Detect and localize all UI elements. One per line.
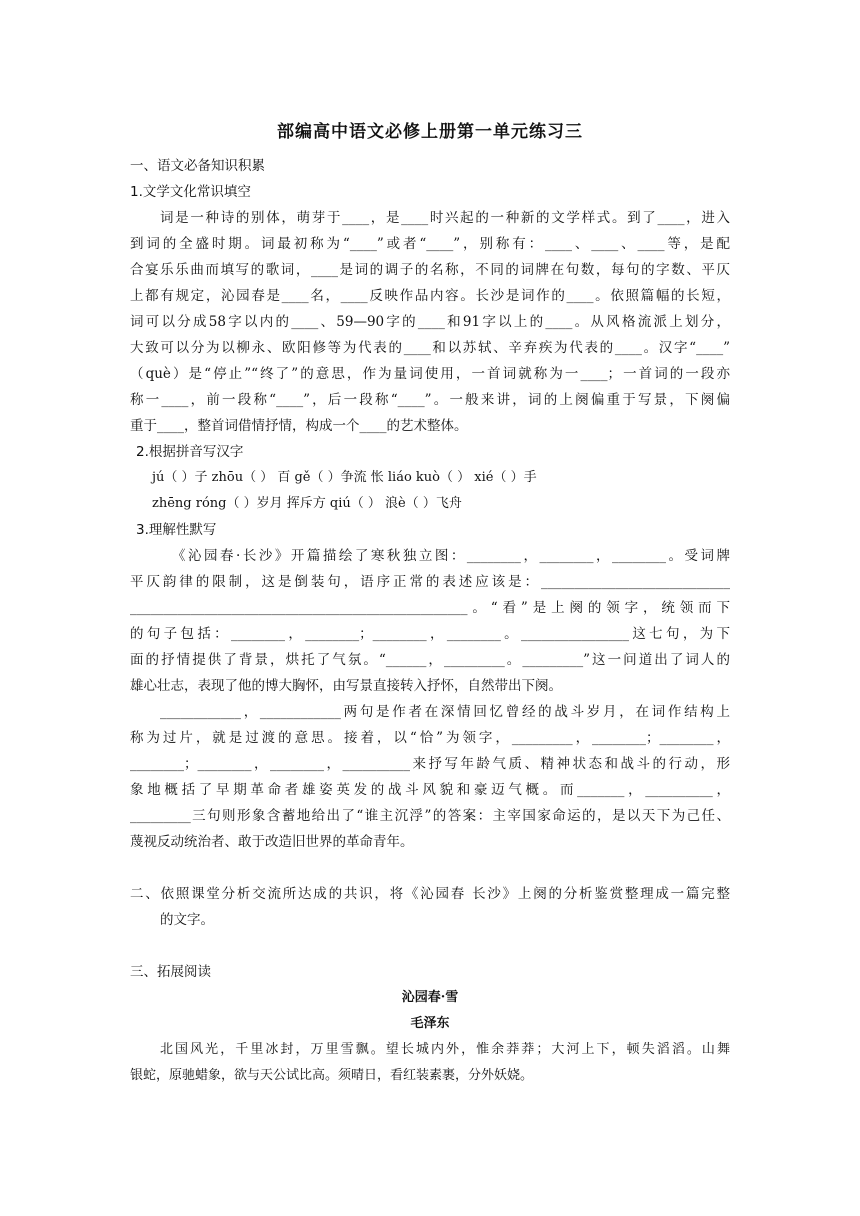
section3-heading: 三、拓展阅读 [130,964,211,980]
q3-line: _________三句则形象含蓄地给出了“谁主沉浮”的答案：主宰国家命运的，是以天下为己任、 [130,808,730,824]
q1-heading: 1.文学文化常识填空 [130,184,251,200]
q1-line: 上都有规定，沁园春是____名，____反映作品内容。长沙是词作的____。依照篇幅的长短， [130,288,730,304]
q3-line: 的句子包括：________，________；________，________。________________这七句，为下 [130,626,730,642]
section2-heading-cont: 的文字。 [160,912,214,928]
q3-line: 《沁园春·长沙》开篇描绘了寒秋独立图：________，________，________。受词牌 [172,548,730,564]
q3-line: 面的抒情提供了背景，烘托了气氛。“______，_________。_________”这一问道出了词人的 [130,652,730,668]
q1-line: 称一____，前一段称“____”，后一段称“____”。一般来讲，词的上阕偏重于写景，下阕偏 [130,392,730,408]
q1-line: 到词的全盛时期。词最初称为“____”或者“____”，别称有：____、____、____等，是配 [130,236,730,252]
poem-author: 毛泽东 [410,1016,450,1031]
q3-line: 平仄韵律的限制，这是倒装句，语序正常的表述应该是：____________________________ [130,574,730,590]
q1-line: 重于____，整首词借情抒情，构成一个____的艺术整体。 [130,418,468,434]
q3-line: __________________________________________________。“看”是上阕的领字，统领而下 [130,600,730,616]
q3-line: 象地概括了早期革命者雄姿英发的战斗风貌和豪迈气概。而_______，__________， [130,782,730,798]
q2-heading: 2.根据拼音写汉字 [136,444,244,460]
q3-line: 称为过片，就是过渡的意思。接着，以“恰”为领字，_________，________；________， [130,730,730,746]
q2-pinyin-row: zhēng róng（ ）岁月 挥斥方 qiú（ ） 浪è（ ）飞舟 [152,496,462,511]
section1-heading: 一、语文必备知识积累 [130,158,265,174]
poem-line: 银蛇，原驰蜡象，欲与天公试比高。须晴日，看红装素裹，分外妖娆。 [130,1068,534,1083]
q3-line: ________；________，________，__________来抒写年龄气质、精神状态和战斗的行动，形 [130,756,730,772]
q3-heading: 3.理解性默写 [136,522,217,538]
poem-line: 北国风光，千里冰封，万里雪飘。望长城内外，惟余莽莽；大河上下，顿失滔滔。山舞 [160,1042,730,1057]
q3-line: ____________，____________两句是作者在深情回忆曾经的战斗岁月，在词作结构上 [160,704,730,720]
poem-title: 沁园春·雪 [401,990,459,1005]
q3-line: 雄心壮志，表现了他的博大胸怀，由写景直接转入抒怀，自然带出下阕。 [130,678,562,694]
q1-line: 词可以分成58字以内的____、59—90字的____和91字以上的____。从风格流派上划分， [130,314,730,330]
q3-line: 蔑视反动统治者、敢于改造旧世界的革命青年。 [130,834,414,850]
q1-line: 合宴乐乐曲而填写的歌词，____是词的调子的名称，不同的词牌在句数，每句的字数、平仄 [130,262,730,278]
q1-line: （què）是“停止”“终了”的意思，作为量词使用，一首词就称为一____；一首词的一段亦 [130,366,730,382]
section2-heading: 二、依照课堂分析交流所达成的共识，将《沁园春 长沙》上阕的分析鉴赏整理成一篇完整 [130,886,730,902]
q1-line: 大致可以分为以柳永、欧阳修等为代表的____和以苏轼、辛弃疾为代表的____。汉字“____” [130,340,730,356]
q1-line: 词是一种诗的别体，萌芽于____，是____时兴起的一种新的文学样式。到了____，进入 [160,210,730,226]
page-title: 部编高中语文必修上册第一单元练习三 [277,122,583,142]
q2-pinyin-row: jú（ ）子 zhōu（ ） 百 gě（ ）争流 怅 liáo kuò（ ） xié（ ）手 [152,470,537,485]
